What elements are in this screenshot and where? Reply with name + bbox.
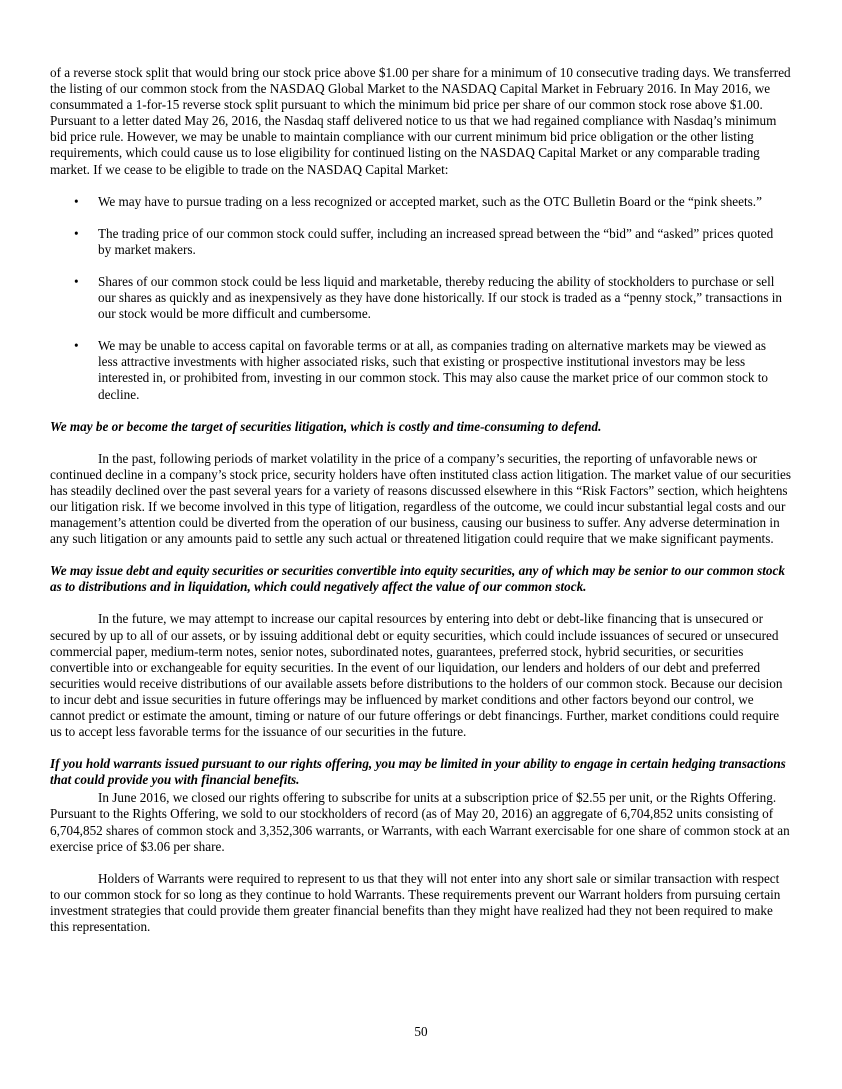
list-item <box>50 338 792 402</box>
list-item <box>50 194 792 210</box>
list-item <box>50 274 792 322</box>
section-heading-warrants: If you hold warrants issued pursuant to our rights offering, you may be limited in your ability to engage in certain hedging transactions that could provide you with financial benefits. <box>50 756 786 788</box>
bullet-mark: • <box>74 225 79 241</box>
bullet-mark: • <box>74 193 79 209</box>
page-number: 50 <box>414 1024 428 1039</box>
bullet-text: We may have to pursue trading on a less recognized or accepted market, such as the OTC Bulletin Board or the “pink sheets.” <box>98 193 762 209</box>
nasdaq-consequences-list <box>50 194 792 403</box>
section-heading-litigation: We may be or become the target of securities litigation, which is costly and time-consuming to defend. <box>50 418 602 434</box>
section-paragraph: Holders of Warrants were required to represent to us that they will not enter into any short sale or similar transaction with respect to our common stock for so long as they continue to hold Warrants. These requirements prevent our Warrant holders from pursuing certain investment strategies that could provide them greater financial benefits than they might have realized had they not been required to make this representation. <box>50 870 781 935</box>
section-paragraph: In June 2016, we closed our rights offering to subscribe for units at a subscription price of $2.55 per unit, or the Rights Offering. Pursuant to the Rights Offering, we sold to our stockholders of record (as of May 20, 2016) an aggregate of 6,704,852 units consisting of 6,704,852 shares of common stock and 3,352,306 warrants, or Warrants, with each Warrant exercisable for one share of common stock at an exercise price of $3.06 per share. <box>50 790 790 854</box>
bullet-text: The trading price of our common stock could suffer, including an increased spread between the “bid” and “asked” prices quoted by market makers. <box>98 225 774 257</box>
section-heading-debt-equity: We may issue debt and equity securities or securities convertible into equity securities, any of which may be senior to our common stock as to distributions and in liquidation, which could negatively affect the value of our common stock. <box>50 563 785 595</box>
bullet-text: Shares of our common stock could be less liquid and marketable, thereby reducing the ability of stockholders to purchase or sell our shares as quickly and as inexpensively as they have done historically. If our stock is traded as a “penny stock,” transactions in our stock would be more difficult and cumbersome. <box>98 273 782 322</box>
section-paragraph: In the past, following periods of market volatility in the price of a company’s securities, the reporting of unfavorable news or continued decline in a company’s stock price, security holders have often instituted class action litigation. The market value of our securities has steadily declined over the past several years for a variety of reasons discussed elsewhere in this “Risk Factors” section, which heightens our litigation risk. If we become involved in this type of litigation, regardless of the outcome, we could incur substantial legal costs and our management’s attention could be diverted from the operation of our business, causing our business to suffer. Any adverse determination in any such litigation or any amounts paid to settle any such actual or threatened litigation could require that we make significant payments. <box>50 450 791 547</box>
intro-paragraph: of a reverse stock split that would bring our stock price above $1.00 per share for a minimum of 10 consecutive trading days. We transferred the listing of our common stock from the NASDAQ Global Market to the NASDAQ Capital Market in February 2016. In May 2016, we consummated a 1-for-15 reverse stock split pursuant to which the minimum bid price per share of our common stock rose above $1.00. Pursuant to a letter dated May 26, 2016, the Nasdaq staff delivered notice to us that we had regained compliance with Nasdaq’s minimum bid price rule. However, we may be unable to maintain compliance with our current minimum bid price obligation or the other listing requirements, which could cause us to lose eligibility for continued listing on the NASDAQ Capital Market or any comparable trading market. If we cease to be eligible to trade on the NASDAQ Capital Market: <box>50 65 791 177</box>
document-page <box>50 65 792 951</box>
section-paragraph: In the future, we may attempt to increase our capital resources by entering into debt or debt-like financing that is unsecured or secured by up to all of our assets, or by issuing additional debt or equity securities, which could include issuances of secured or unsecured commercial paper, medium-term notes, senior notes, subordinated notes, guarantees, preferred stock, hybrid securities, or securities convertible into or exchangeable for equity securities. In the event of our liquidation, our lenders and holders of our debt and preferred securities would receive distributions of our available assets before distributions to the holders of our common stock. Because our decision to incur debt and issue securities in future offerings may be influenced by market conditions and other factors beyond our control, we cannot predict or estimate the amount, timing or nature of our future offerings or debt financings. Further, market conditions could require us to accept less favorable terms for the issuance of our securities in the future. <box>50 611 783 740</box>
bullet-mark: • <box>74 273 79 289</box>
bullet-text: We may be unable to access capital on favorable terms or at all, as companies trading on alternative markets may be viewed as less attractive investments with higher associated risks, such that existing or prospective institutional investors may be less interested in, or prohibited from, investing in our common stock. This may also cause the market price of our common stock to decline. <box>98 338 768 402</box>
bullet-mark: • <box>74 338 79 354</box>
list-item <box>50 226 792 258</box>
